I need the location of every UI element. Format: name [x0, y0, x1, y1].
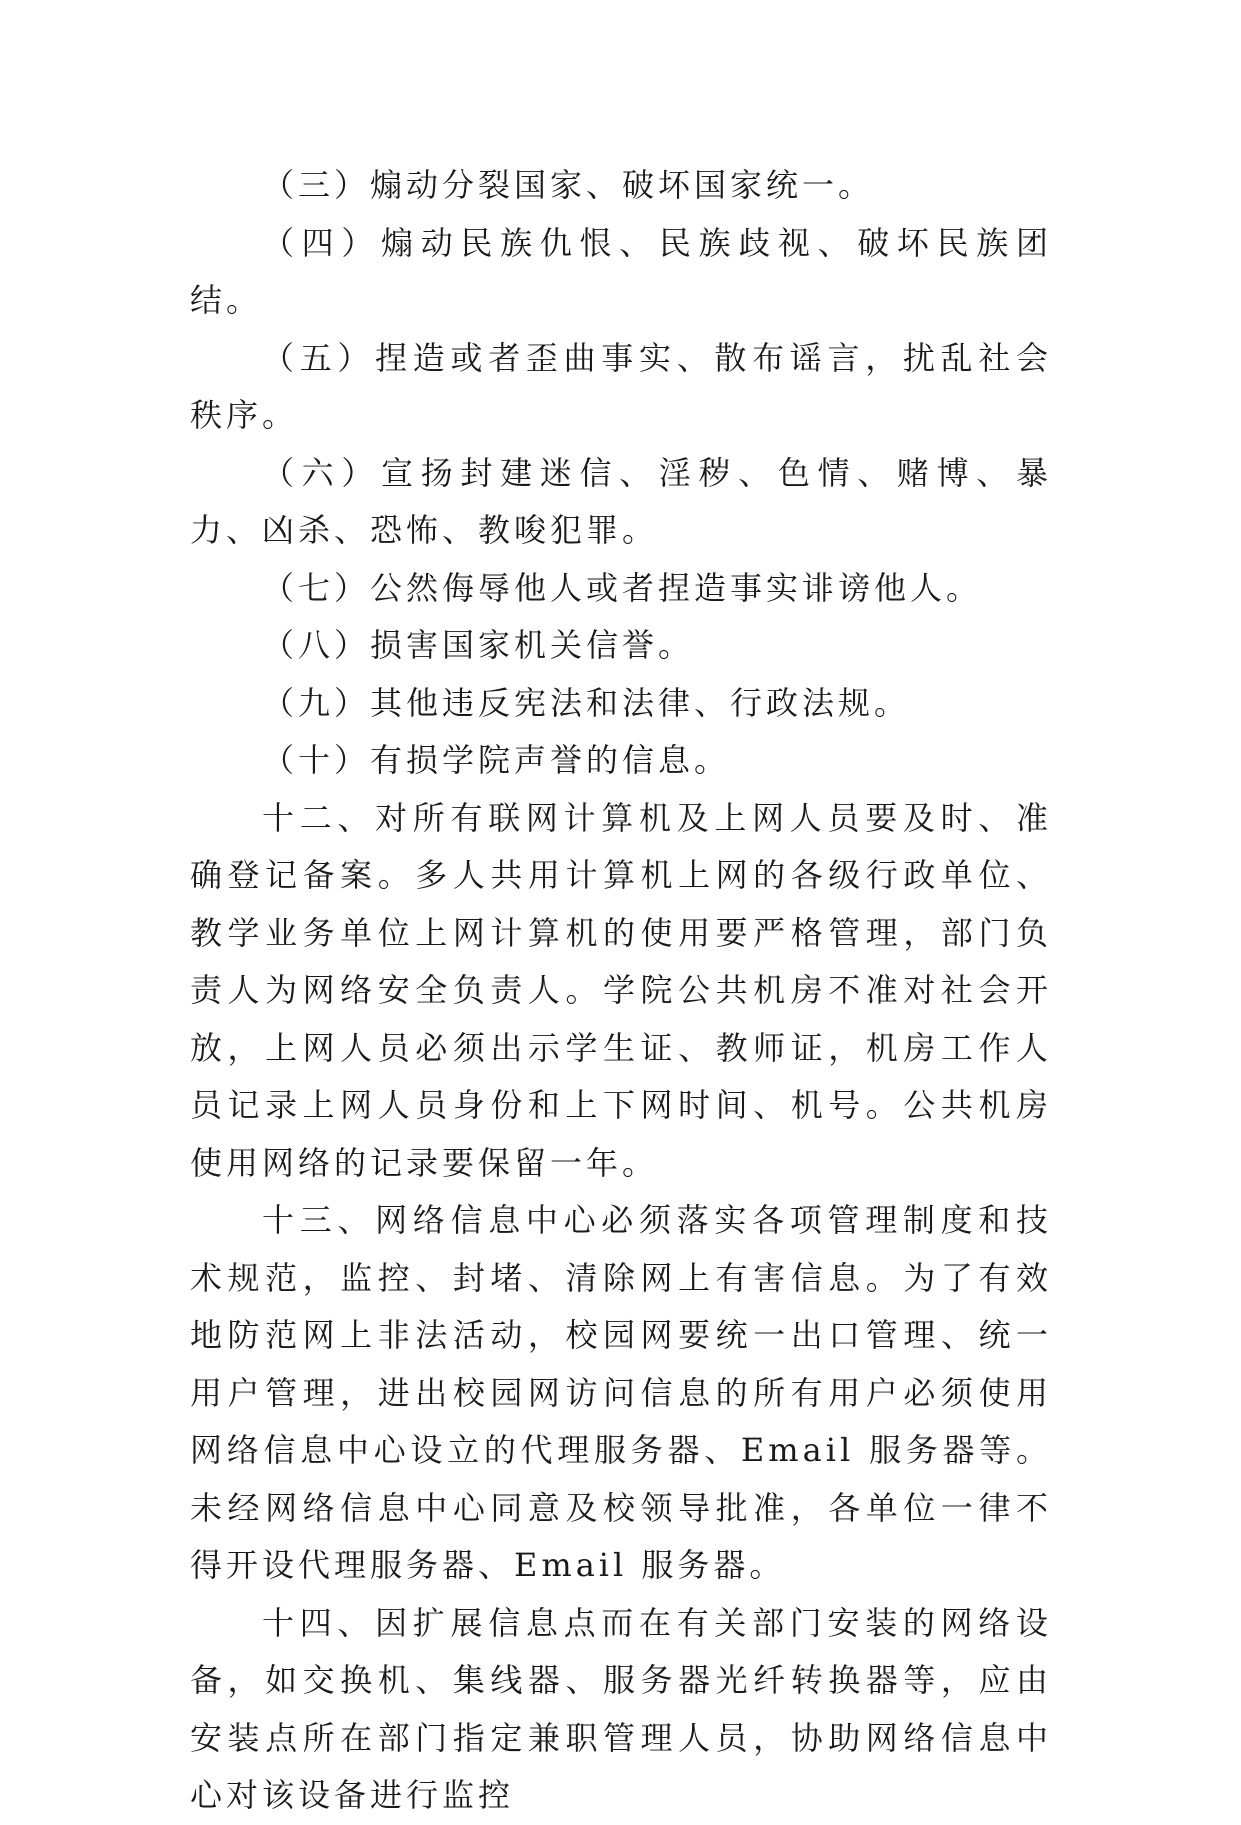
list-item-8: （八）损害国家机关信誉。 [262, 626, 695, 664]
list-item-3: （三）煽动分裂国家、破坏国家统一。 [262, 166, 875, 204]
clause-14: 十四、因扩展信息点而在有关部门安装的网络设备，如交换机、集线器、服务器光纤转换器等，应由安装点所在部门指定兼职管理人员，协助网络信息中心对该设备进行监控 [190, 1603, 1052, 1814]
list-item-9: （九）其他违反宪法和法律、行政法规。 [262, 683, 911, 722]
clause-12: 十二、对所有联网计算机及上网人员要及时、准确登记备案。多人共用计算机上网的各级行政单位、教学业务单位上网计算机的使用要严格管理，部门负责人为网络安全负责人。学院公共机房不准对社会开放，上网人员必须出示学生证、教师证，机房工作人员记录上网人员身份和上下网时间、机号。公共机房使用网络的记录要保留一年。 [190, 798, 1052, 1182]
list-item-4: （四）煽动民族仇恨、民族歧视、破坏民族团结。 [190, 223, 1052, 319]
list-item-7: （七）公然侮辱他人或者捏造事实诽谤他人。 [262, 568, 983, 607]
list-item-10: （十）有损学院声誉的信息。 [262, 741, 731, 779]
list-item-6: （六）宣扬封建迷信、淫秽、色情、赌博、暴力、凶杀、恐怖、教唆犯罪。 [190, 453, 1052, 549]
document-body [190, 157, 1052, 1825]
list-item-5: （五）捏造或者歪曲事实、散布谣言，扰乱社会秩序。 [190, 338, 1052, 434]
clause-13: 十三、网络信息中心必须落实各项管理制度和技术规范，监控、封堵、清除网上有害信息。为了有效地防范网上非法活动，校园网要统一出口管理、统一用户管理，进出校园网访问信息的所有用户必须使用网络信息中心设立的代理服务器、Email 服务器等。未经网络信息中心同意及校领导批准，各单位一律不得开设代理服务器、Email 服务器。 [190, 1201, 1052, 1584]
